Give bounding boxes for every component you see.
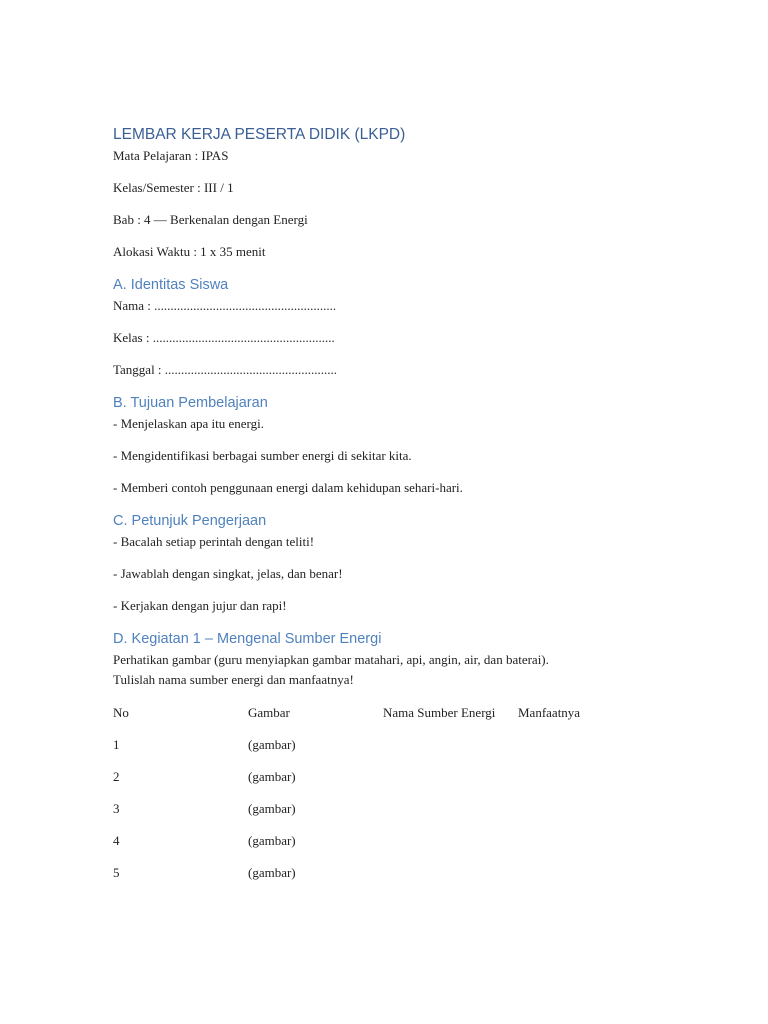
cell-gambar: (gambar): [248, 737, 296, 752]
table-row: [113, 863, 653, 895]
column-header-manfaatnya: Manfaatnya: [518, 705, 581, 720]
activity-instruction: Tulislah nama sumber energi dan manfaatnya!: [113, 672, 354, 687]
cell-manfaatnya: [518, 767, 653, 799]
info-chapter: Bab : 4 — Berkenalan dengan Energi: [113, 212, 308, 227]
list-item: - Bacalah setiap perintah dengan teliti!: [113, 534, 315, 549]
cell-gambar: (gambar): [248, 865, 296, 880]
table-row: [113, 767, 653, 799]
field-nama: Nama : ........................................................: [113, 298, 337, 313]
list-item: - Kerjakan dengan jujur dan rapi!: [113, 598, 287, 613]
section-heading-tujuan: B. Tujuan Pembelajaran: [113, 395, 268, 411]
cell-nama-sumber-energi: [383, 863, 518, 895]
cell-no: 1: [113, 737, 120, 752]
cell-no: 4: [113, 833, 120, 848]
cell-nama-sumber-energi: [383, 831, 518, 863]
field-kelas: Kelas : ........................................................: [113, 330, 335, 345]
section-heading-petunjuk: C. Petunjuk Pengerjaan: [113, 513, 267, 529]
activity-instruction: Perhatikan gambar (guru menyiapkan gambar matahari, api, angin, air, dan baterai).: [113, 652, 549, 667]
info-subject: Mata Pelajaran : IPAS: [113, 148, 229, 163]
cell-nama-sumber-energi: [383, 767, 518, 799]
column-header-no: No: [113, 705, 129, 720]
cell-manfaatnya: [518, 831, 653, 863]
energy-source-table: [113, 703, 653, 895]
cell-manfaatnya: [518, 735, 653, 767]
cell-nama-sumber-energi: [383, 735, 518, 767]
cell-manfaatnya: [518, 799, 653, 831]
cell-gambar: (gambar): [248, 801, 296, 816]
cell-no: 3: [113, 801, 120, 816]
table-header-row: [113, 703, 653, 735]
cell-nama-sumber-energi: [383, 799, 518, 831]
cell-no: 2: [113, 769, 120, 784]
worksheet-page: [113, 124, 653, 895]
info-class-semester: Kelas/Semester : III / 1: [113, 180, 234, 195]
cell-gambar: (gambar): [248, 833, 296, 848]
cell-manfaatnya: [518, 863, 653, 895]
column-header-gambar: Gambar: [248, 705, 290, 720]
list-item: - Jawablah dengan singkat, jelas, dan benar!: [113, 566, 343, 581]
list-item: - Menjelaskan apa itu energi.: [113, 416, 265, 431]
column-header-nama-sumber-energi: Nama Sumber Energi: [383, 705, 496, 720]
field-tanggal: Tanggal : .....................................................: [113, 362, 338, 377]
table-row: [113, 799, 653, 831]
page-title: LEMBAR KERJA PESERTA DIDIK (LKPD): [113, 126, 406, 143]
list-item: - Mengidentifikasi berbagai sumber energi di sekitar kita.: [113, 448, 412, 463]
table-row: [113, 831, 653, 863]
info-time-allocation: Alokasi Waktu : 1 x 35 menit: [113, 244, 266, 259]
table-row: [113, 735, 653, 767]
section-heading-identitas: A. Identitas Siswa: [113, 277, 229, 293]
cell-no: 5: [113, 865, 120, 880]
cell-gambar: (gambar): [248, 769, 296, 784]
list-item: - Memberi contoh penggunaan energi dalam kehidupan sehari-hari.: [113, 480, 463, 495]
section-heading-kegiatan: D. Kegiatan 1 – Mengenal Sumber Energi: [113, 631, 382, 647]
